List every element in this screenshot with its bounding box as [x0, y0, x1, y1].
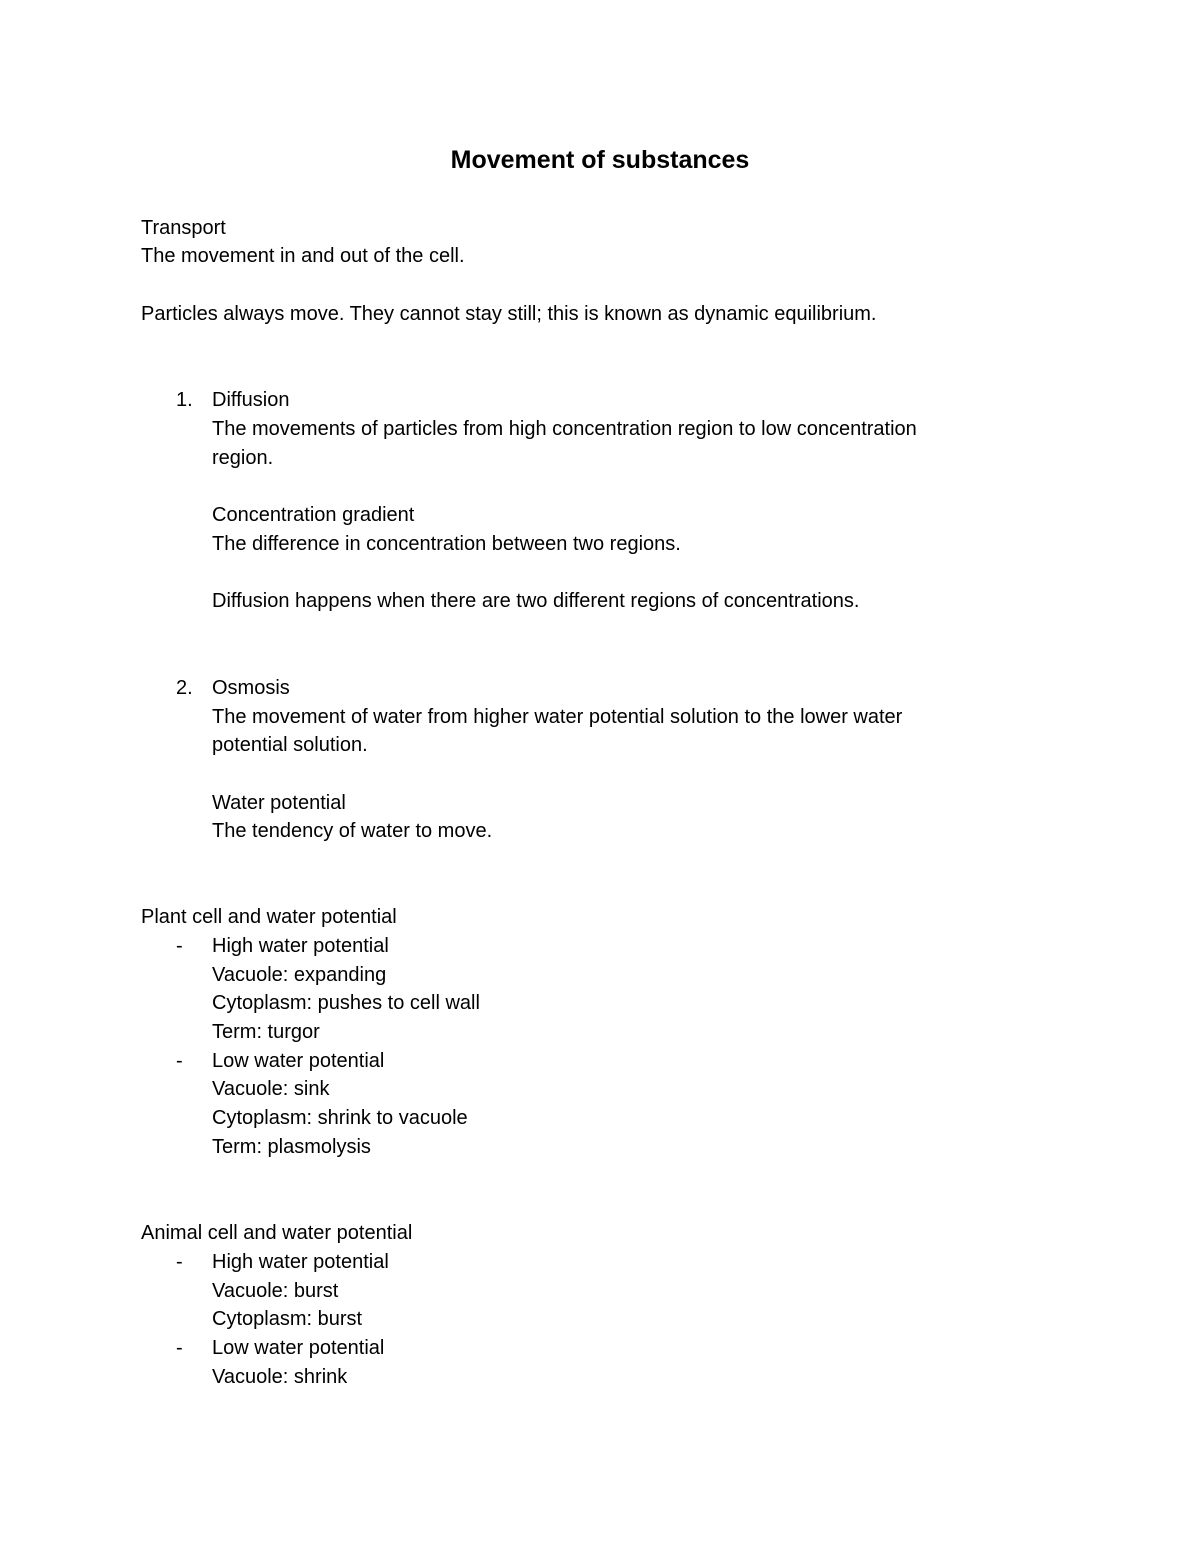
- osmosis-heading: Osmosis: [212, 677, 290, 699]
- animal-cell-heading: Animal cell and water potential: [141, 1222, 413, 1244]
- plant-low-bullet: -: [176, 1050, 183, 1072]
- animal-low-bullet: -: [176, 1337, 183, 1359]
- transport-definition: The movement in and out of the cell.: [141, 245, 465, 267]
- plant-low-term: Term: plasmolysis: [212, 1136, 371, 1158]
- water-potential-definition: The tendency of water to move.: [212, 820, 493, 842]
- animal-high-cytoplasm: Cytoplasm: burst: [212, 1308, 363, 1330]
- plant-high-cytoplasm: Cytoplasm: pushes to cell wall: [212, 992, 480, 1014]
- plant-high-term: Term: turgor: [212, 1021, 320, 1043]
- transport-heading: Transport: [141, 217, 226, 239]
- plant-high-label: High water potential: [212, 935, 389, 957]
- animal-low-label: Low water potential: [212, 1337, 385, 1359]
- water-potential-heading: Water potential: [212, 792, 346, 814]
- diffusion-note: Diffusion happens when there are two different regions of concentrations.: [212, 590, 860, 612]
- animal-high-vacuole: Vacuole: burst: [212, 1280, 339, 1302]
- plant-low-cytoplasm: Cytoplasm: shrink to vacuole: [212, 1107, 468, 1129]
- animal-high-label: High water potential: [212, 1251, 389, 1273]
- diffusion-definition-line2: region.: [212, 447, 274, 469]
- diffusion-heading: Diffusion: [212, 389, 290, 411]
- plant-cell-heading: Plant cell and water potential: [141, 906, 397, 928]
- plant-high-vacuole: Vacuole: expanding: [212, 964, 387, 986]
- gradient-heading: Concentration gradient: [212, 504, 415, 526]
- plant-low-vacuole: Vacuole: sink: [212, 1078, 330, 1100]
- list-number-2: 2.: [176, 677, 193, 699]
- list-number-1: 1.: [176, 389, 193, 411]
- animal-high-bullet: -: [176, 1251, 183, 1273]
- plant-high-bullet: -: [176, 935, 183, 957]
- osmosis-definition-line1: The movement of water from higher water potential solution to the lower water: [212, 706, 903, 728]
- particles-note: Particles always move. They cannot stay still; this is known as dynamic equilibrium.: [141, 303, 877, 325]
- gradient-definition: The difference in concentration between two regions.: [212, 533, 681, 555]
- animal-low-vacuole: Vacuole: shrink: [212, 1366, 348, 1388]
- diffusion-definition-line1: The movements of particles from high concentration region to low concentration: [212, 418, 917, 440]
- plant-low-label: Low water potential: [212, 1050, 385, 1072]
- page-title: Movement of substances: [450, 146, 750, 174]
- osmosis-definition-line2: potential solution.: [212, 734, 368, 756]
